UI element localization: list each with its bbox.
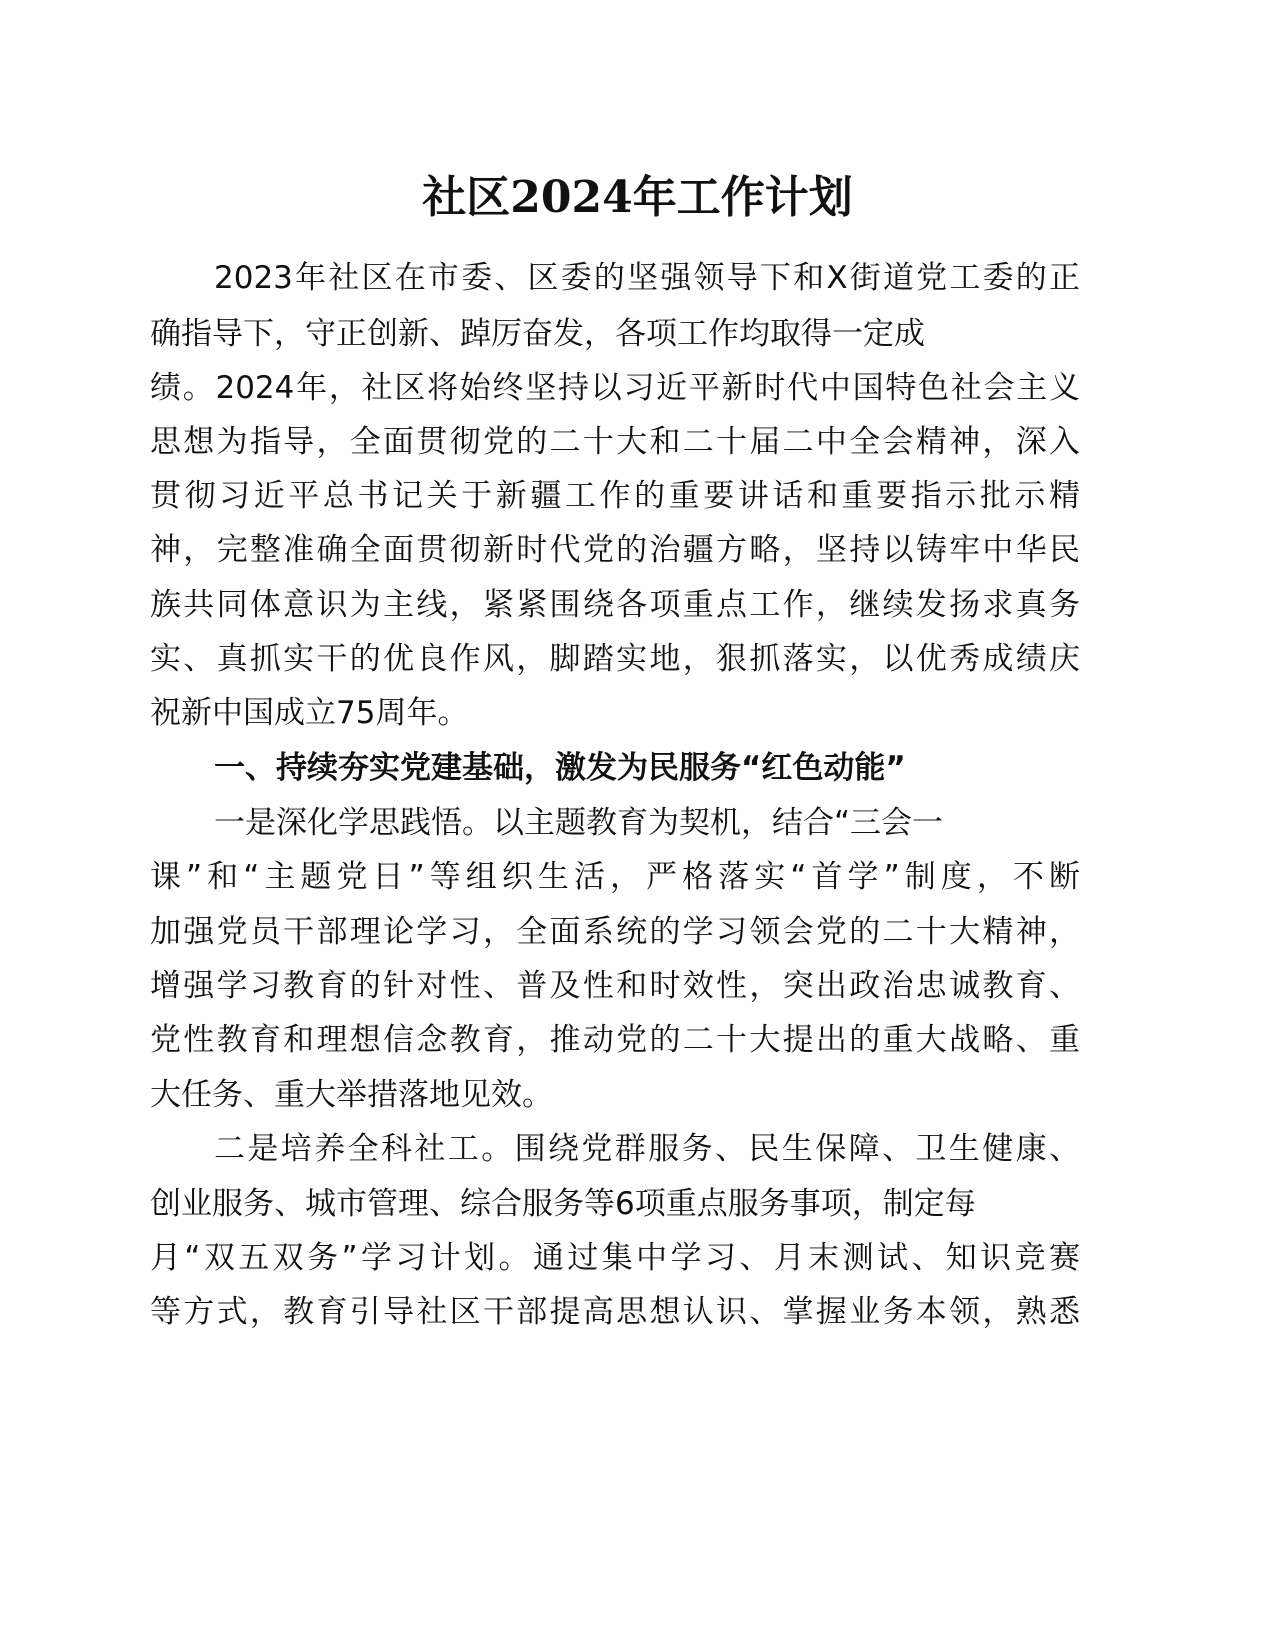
paragraph-line: 等方式，教育引导社区干部提高思想认识、掌握业务本领，熟悉: [150, 1294, 1080, 1330]
paragraph-line: 大任务、重大举措落地见效。: [150, 1077, 553, 1113]
paragraph-line: 党性教育和理想信念教育，推动党的二十大提出的重大战略、重: [150, 1022, 1080, 1058]
paragraph-line: 课”和“主题党日”等组织生活，严格落实“首学”制度，不断: [150, 859, 1080, 895]
paragraph-line: 二是培养全科社工。围绕党群服务、民生保障、卫生健康、: [214, 1131, 1080, 1167]
paragraph-line: 贯彻习近平总书记关于新疆工作的重要讲话和重要指示批示精: [150, 478, 1080, 514]
paragraph-line: 一是深化学思践悟。以主题教育为契机，结合“三会一: [214, 805, 944, 841]
paragraph-line: 增强学习教育的针对性、普及性和时效性，突出政治忠诚教育、: [150, 968, 1080, 1004]
paragraph-line: 加强党员干部理论学习，全面系统的学习领会党的二十大精神，: [150, 914, 1080, 950]
paragraph-line: 思想为指导，全面贯彻党的二十大和二十届二中全会精神，深入: [150, 424, 1080, 460]
document-title: 社区2024年工作计划: [422, 172, 853, 223]
paragraph-line: 绩。2024年，社区将始终坚持以习近平新时代中国特色社会主义: [150, 370, 1080, 406]
paragraph-line: 2023年社区在市委、区委的坚强领导下和X街道党工委的正: [214, 260, 1080, 296]
paragraph-line: 祝新中国成立75周年。: [150, 695, 469, 731]
paragraph-line: 族共同体意识为主线，紧紧围绕各项重点工作，继续发扬求真务: [150, 587, 1080, 623]
paragraph-line: 确指导下，守正创新、踔厉奋发，各项工作均取得一定成: [150, 316, 925, 352]
paragraph-line: 创业服务、城市管理、综合服务等6项重点服务事项，制定每: [150, 1186, 976, 1222]
paragraph-line: 月“双五双务”学习计划。通过集中学习、月末测试、知识竞赛: [150, 1240, 1080, 1276]
paragraph-line: 实、真抓实干的优良作风，脚踏实地，狠抓落实，以优秀成绩庆: [150, 641, 1080, 677]
section-heading: 一、持续夯实党建基础，激发为民服务“红色动能”: [214, 750, 906, 786]
paragraph-line: 神，完整准确全面贯彻新时代党的治疆方略，坚持以铸牢中华民: [150, 532, 1080, 568]
